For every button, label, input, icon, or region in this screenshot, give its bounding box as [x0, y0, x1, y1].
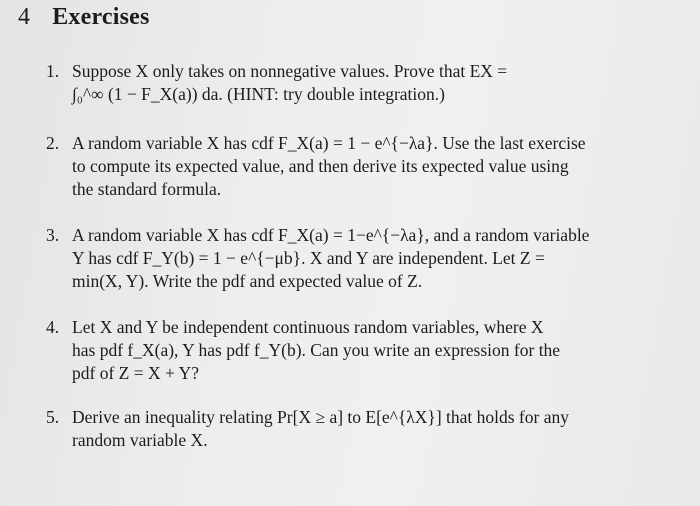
exercise-line: ∫₀^∞ (1 − F_X(a)) da. (HINT: try double integration.) [72, 84, 445, 104]
exercise-label: 4. [46, 317, 60, 337]
exercise-5 [46, 406, 686, 452]
exercise-2 [46, 132, 686, 201]
exercise-label: 5. [46, 407, 60, 427]
exercise-line: min(X, Y). Write the pdf and expected value of Z. [72, 271, 423, 291]
exercise-line: A random variable X has cdf F_X(a) = 1−e^{−λa}, and a random variable [72, 225, 590, 245]
exercise-line: pdf of Z = X + Y? [72, 363, 199, 383]
exercise-line: has pdf f_X(a), Y has pdf f_Y(b). Can you write an expression for the [72, 340, 561, 360]
section-title: Exercises [52, 4, 150, 30]
exercise-3 [46, 224, 686, 293]
section-heading [18, 4, 150, 31]
exercise-label: 1. [46, 61, 60, 81]
exercise-line: to compute its expected value, and then derive its expected value using [72, 156, 569, 176]
exercise-line: random variable X. [72, 430, 208, 450]
exercise-line: the standard formula. [72, 179, 222, 199]
exercise-4 [46, 316, 686, 385]
exercise-line: Suppose X only takes on nonnegative values. Prove that EX = [72, 61, 508, 81]
exercise-line: Y has cdf F_Y(b) = 1 − e^{−μb}. X and Y are independent. Let Z = [72, 248, 545, 268]
exercise-label: 3. [46, 225, 60, 245]
exercise-line: Let X and Y be independent continuous random variables, where X [72, 317, 544, 337]
exercise-line: A random variable X has cdf F_X(a) = 1 − e^{−λa}. Use the last exercise [72, 133, 586, 153]
exercise-label: 2. [46, 133, 60, 153]
section-number: 4 [18, 4, 31, 30]
exercise-1 [46, 60, 686, 106]
exercise-line: Derive an inequality relating Pr[X ≥ a] to E[e^{λX}] that holds for any [72, 407, 569, 427]
